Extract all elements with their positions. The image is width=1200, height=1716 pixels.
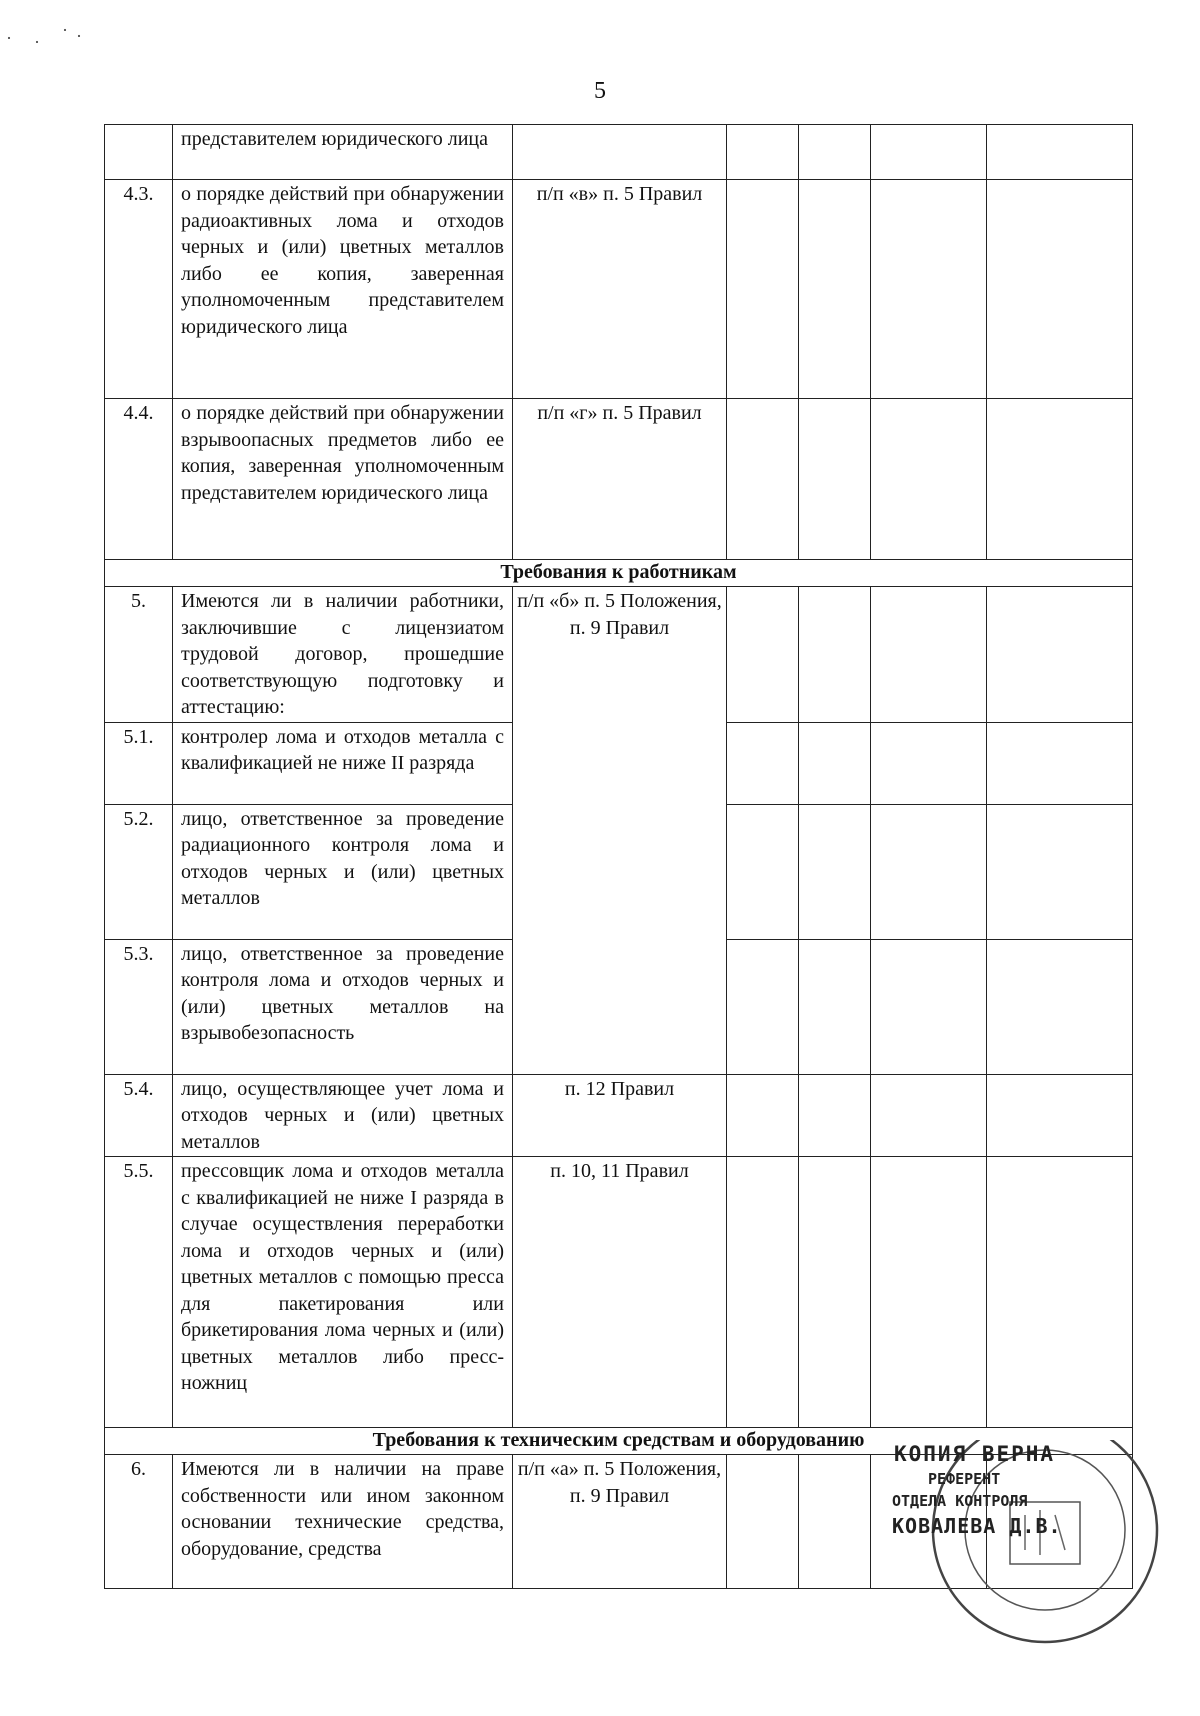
table-row (105, 1074, 1133, 1157)
item-reference: п. 12 Правил (513, 1074, 727, 1157)
item-number (105, 125, 173, 180)
item-reference: п/п «а» п. 5 Положения, п. 9 Правил (513, 1455, 727, 1589)
item-text: Имеются ли в наличии на праве собственности или ином законном основании технические средства, оборудование, средства (173, 1455, 513, 1589)
section-header: Требования к работникам (105, 560, 1133, 587)
empty-cell (987, 399, 1133, 560)
empty-cell (799, 939, 871, 1074)
table-row (105, 1157, 1133, 1428)
empty-cell (727, 804, 799, 939)
empty-cell (987, 722, 1133, 804)
table-row (105, 587, 1133, 723)
table-row (105, 399, 1133, 560)
scan-speck: · (34, 32, 40, 52)
stamp-signatory: КОВАЛЕВА Д.В. (892, 1514, 1062, 1538)
empty-cell (987, 939, 1133, 1074)
empty-cell (727, 180, 799, 399)
item-reference: п. 10, 11 Правил (513, 1157, 727, 1428)
empty-cell (799, 1074, 871, 1157)
item-number: 5.2. (105, 804, 173, 939)
item-text: представителем юридического лица (173, 125, 513, 180)
table-row (105, 180, 1133, 399)
item-text: контролер лома и отходов металла с квалификацией не ниже II разряда (173, 722, 513, 804)
stamp-position: РЕФЕРЕНТ (928, 1470, 1001, 1488)
empty-cell (871, 804, 987, 939)
empty-cell (871, 587, 987, 723)
item-reference: п/п «в» п. 5 Правил (513, 180, 727, 399)
item-text: о порядке действий при обнаружении взрывоопасных предметов либо ее копия, заверенная уполномоченным представителем юридического лица (173, 399, 513, 560)
empty-cell (987, 804, 1133, 939)
page-number: 5 (594, 78, 606, 104)
empty-cell (727, 939, 799, 1074)
item-reference: п/п «г» п. 5 Правил (513, 399, 727, 560)
item-text: прессовщик лома и отходов металла с квалификацией не ниже I разряда в случае осуществления переработки лома и отходов черных и (или) цветных металлов с помощью пресса для пакетирования или брикетирования лома черных и (или) цветных металлов либо пресс-ножниц (173, 1157, 513, 1428)
empty-cell (727, 587, 799, 723)
scan-speck: · (6, 28, 12, 48)
empty-cell (727, 1074, 799, 1157)
empty-cell (871, 939, 987, 1074)
item-text: о порядке действий при обнаружении радиоактивных лома и отходов черных и (или) цветных металлов либо ее копия, заверенная уполномоченным представителем юридического лица (173, 180, 513, 399)
section-header-row (105, 560, 1133, 587)
table-row (105, 125, 1133, 180)
empty-cell (799, 1455, 871, 1589)
empty-cell (727, 1455, 799, 1589)
empty-cell (987, 587, 1133, 723)
section-header: Требования к техническим средствам и оборудованию (105, 1428, 1133, 1455)
empty-cell (799, 125, 871, 180)
item-number: 4.3. (105, 180, 173, 399)
empty-cell (987, 1074, 1133, 1157)
item-number: 6. (105, 1455, 173, 1589)
stamp-department: ОТДЕЛА КОНТРОЛЯ (892, 1492, 1028, 1510)
empty-cell (871, 1074, 987, 1157)
empty-cell (799, 804, 871, 939)
requirements-table (104, 124, 1133, 1589)
certification-stamp (880, 1440, 1180, 1680)
item-number: 5.5. (105, 1157, 173, 1428)
empty-cell (799, 1157, 871, 1428)
empty-cell (871, 125, 987, 180)
item-number: 5.1. (105, 722, 173, 804)
item-text: лицо, осуществляющее учет лома и отходов черных и (или) цветных металлов (173, 1074, 513, 1157)
stamp-certified-copy: КОПИЯ ВЕРНА (894, 1442, 1056, 1466)
item-text: лицо, ответственное за проведение контроля лома и отходов черных и (или) цветных металлов на взрывобезопасность (173, 939, 513, 1074)
item-number: 5.4. (105, 1074, 173, 1157)
round-seal (880, 1440, 1180, 1680)
item-text: Имеются ли в наличии работники, заключившие с лицензиатом трудовой договор, прошедшие соответствующую подготовку и аттестацию: (173, 587, 513, 723)
empty-cell (987, 1157, 1133, 1428)
empty-cell (799, 722, 871, 804)
scan-speck: · (76, 26, 82, 46)
empty-cell (987, 180, 1133, 399)
empty-cell (727, 125, 799, 180)
scan-speck: · (62, 20, 68, 40)
empty-cell (727, 399, 799, 560)
item-number: 5.3. (105, 939, 173, 1074)
empty-cell (871, 1157, 987, 1428)
empty-cell (799, 399, 871, 560)
empty-cell (727, 722, 799, 804)
item-text: лицо, ответственное за проведение радиационного контроля лома и отходов черных и (или) цветных металлов (173, 804, 513, 939)
empty-cell (727, 1157, 799, 1428)
empty-cell (871, 722, 987, 804)
item-reference (513, 125, 727, 180)
empty-cell (799, 587, 871, 723)
empty-cell (799, 180, 871, 399)
item-number: 5. (105, 587, 173, 723)
item-reference: п/п «б» п. 5 Положения, п. 9 Правил (513, 587, 727, 1075)
empty-cell (871, 180, 987, 399)
item-number: 4.4. (105, 399, 173, 560)
empty-cell (987, 125, 1133, 180)
empty-cell (871, 399, 987, 560)
